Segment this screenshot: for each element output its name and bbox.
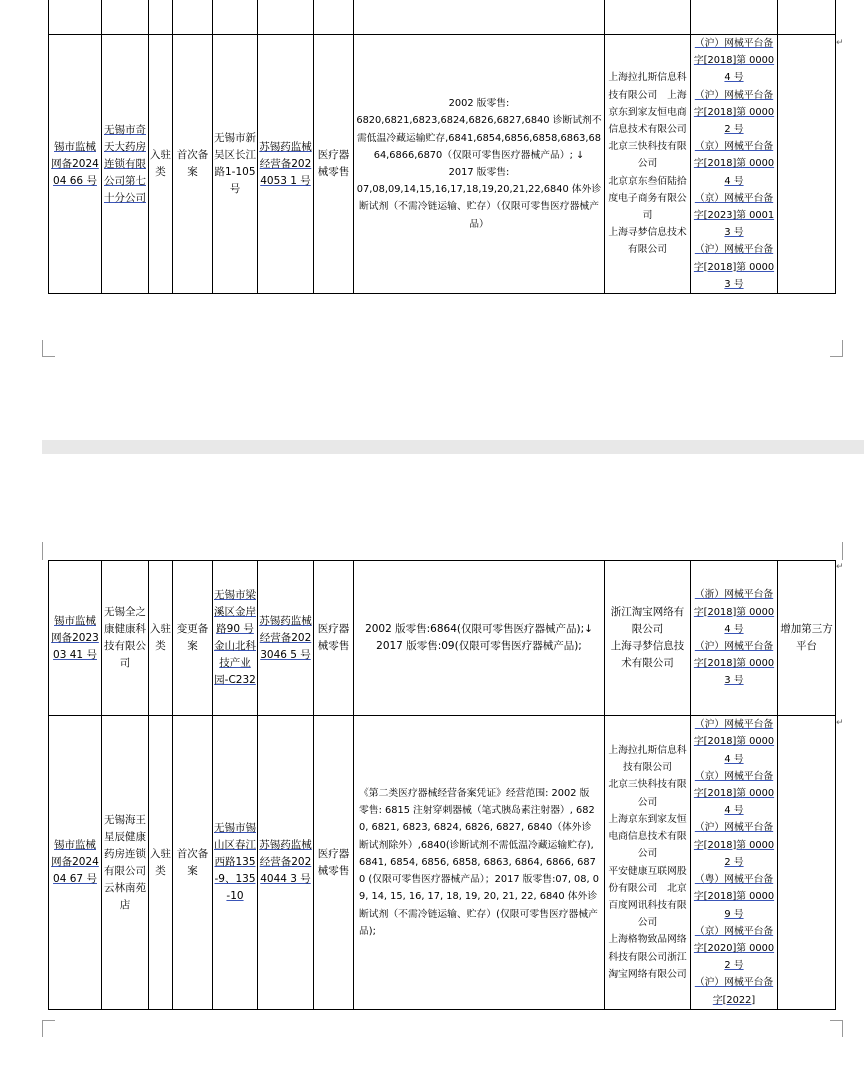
address-cell: 无锡市梁溪区金岸路90 号金山北科技产业园-C232 bbox=[213, 561, 258, 716]
page-corner-mark bbox=[42, 340, 55, 357]
table-main bbox=[48, 560, 836, 1010]
category-cell: 入驻类 bbox=[149, 35, 173, 294]
category-cell: 入驻类 bbox=[149, 561, 173, 716]
record-type-cell: 首次备案 bbox=[173, 716, 213, 1010]
remark-cell bbox=[778, 35, 836, 294]
category-cell: 入驻类 bbox=[149, 716, 173, 1010]
page-corner-mark bbox=[830, 1020, 843, 1037]
table-row bbox=[49, 716, 836, 1010]
remark-cell: 增加第三方平台 bbox=[778, 561, 836, 716]
business-cell: 医疗器械零售 bbox=[314, 561, 354, 716]
platforms-cell: 浙江淘宝网络有限公司 上海寻梦信息技术有限公司 bbox=[605, 561, 691, 716]
paragraph-mark: ↵ bbox=[836, 38, 844, 48]
scope-cell: 2002 版零售:6864(仅限可零售医疗器械产品);↓ 2017 版零售:09(仅限可零售医疗器械产品); bbox=[354, 561, 605, 716]
platform-records-cell: （浙）网械平台备字[2018]第 00004 号 （沪）网械平台备字[2018]第 00003 号 bbox=[691, 561, 778, 716]
enterprise-cell: 无锡海王星辰健康药房连锁有限公司云林南苑店 bbox=[102, 716, 149, 1010]
page-corner-mark bbox=[42, 1020, 55, 1037]
enterprise-cell: 无锡全之康健康科技有限公司 bbox=[102, 561, 149, 716]
document-page-bottom bbox=[0, 454, 864, 1072]
platforms-cell: 上海拉扎斯信息科技有限公司 北京三快科技有限公司 上海京东到家友恒电商信息技术有限公司 平安健康互联网股份有限公司 北京百度网讯科技有限公司 上海格物致品网络科技有限公司浙江淘宝网络有限公司 bbox=[605, 716, 691, 1010]
page-corner-mark bbox=[42, 542, 55, 560]
table-top-remnant bbox=[48, 0, 836, 294]
table-row bbox=[49, 561, 836, 716]
page-corner-mark bbox=[830, 340, 843, 357]
license-cell: 苏锡药监械经营备2024053 1 号 bbox=[258, 35, 314, 294]
platform-records-cell: （沪）网械平台备字[2018]第 00004 号 （京）网械平台备字[2018]第 00004 号 （沪）网械平台备字[2018]第 00002 号 （粤）网械平台备字[2018]第 00009 号 （京）网械平台备字[2020]第 00002 号 （沪）网械平台备字[2022] bbox=[691, 716, 778, 1010]
table-row bbox=[49, 0, 836, 35]
record-type-cell: 变更备案 bbox=[173, 561, 213, 716]
page-corner-mark bbox=[830, 542, 843, 560]
scope-cell: 2002 版零售: 6820,6821,6823,6824,6826,6827,6840 诊断试剂不需低温冷藏运输贮存,6841,6854,6856,6858,6863,6864,6866,6870（仅限可零售医疗器械产品）; ↓ 2017 版零售: 07,08,09,14,15,16,17,18,19,20,21,22,6840 体外诊断试剂（不需冷链运输、贮存）（仅限可零售医疗器械产品） bbox=[354, 35, 605, 294]
business-cell: 医疗器械零售 bbox=[314, 35, 354, 294]
page-gap bbox=[42, 440, 864, 454]
table-row bbox=[49, 35, 836, 294]
license-cell: 苏锡药监械经营备2024044 3 号 bbox=[258, 716, 314, 1010]
document-page-top bbox=[0, 0, 864, 440]
enterprise-cell: 无锡市奇天大药房连锁有限公司第七十分公司 bbox=[102, 35, 149, 294]
platforms-cell: 上海拉扎斯信息科技有限公司 上海京东到家友恒电商信息技术有限公司 北京三快科技有限公司 北京京东叁佰陆拾度电子商务有限公司 上海寻梦信息技术有限公司 bbox=[605, 35, 691, 294]
address-cell: 无锡市新吴区长江路1-105号 bbox=[213, 35, 258, 294]
license-cell: 苏锡药监械经营备2023046 5 号 bbox=[258, 561, 314, 716]
paragraph-mark: ↵ bbox=[836, 562, 844, 572]
remark-cell bbox=[778, 716, 836, 1010]
record-number-cell: 锡市监械网备202404 67 号 bbox=[49, 716, 102, 1010]
record-number-cell: 锡市监械网备202404 66 号 bbox=[49, 35, 102, 294]
business-cell: 医疗器械零售 bbox=[314, 716, 354, 1010]
paragraph-mark: ↵ bbox=[836, 718, 844, 728]
record-number-cell: 锡市监械网备202303 41 号 bbox=[49, 561, 102, 716]
record-type-cell: 首次备案 bbox=[173, 35, 213, 294]
scope-cell: 《第二类医疗器械经营备案凭证》经营范围: 2002 版零售: 6815 注射穿刺器械（笔式胰岛素注射器）, 6820, 6821, 6823, 6824, 6826, 6827, 6840（体外诊断试剂除外）,6840(诊断试剂不需低温冷藏运输贮存), 6841, 6854, 6856, 6858, 6863, 6864, 6866, 6870 (仅限可零售医疗器械产品）；2017 版零售:07, 08, 09, 14, 15, 16, 17, 18, 19, 20, 21, 22, 6840 体外诊断试剂（不需冷链运输、贮存）(仅限可零售医疗器械产品); bbox=[354, 716, 605, 1010]
address-cell: 无锡市锡山区春江西路135-9、135-10 bbox=[213, 716, 258, 1010]
platform-records-cell: （沪）网械平台备字[2018]第 00004 号 （沪）网械平台备字[2018]第 00002 号 （京）网械平台备字[2018]第 00004 号 （京）网械平台备字[2023]第 00013 号 （沪）网械平台备字[2018]第 00003 号 bbox=[691, 35, 778, 294]
